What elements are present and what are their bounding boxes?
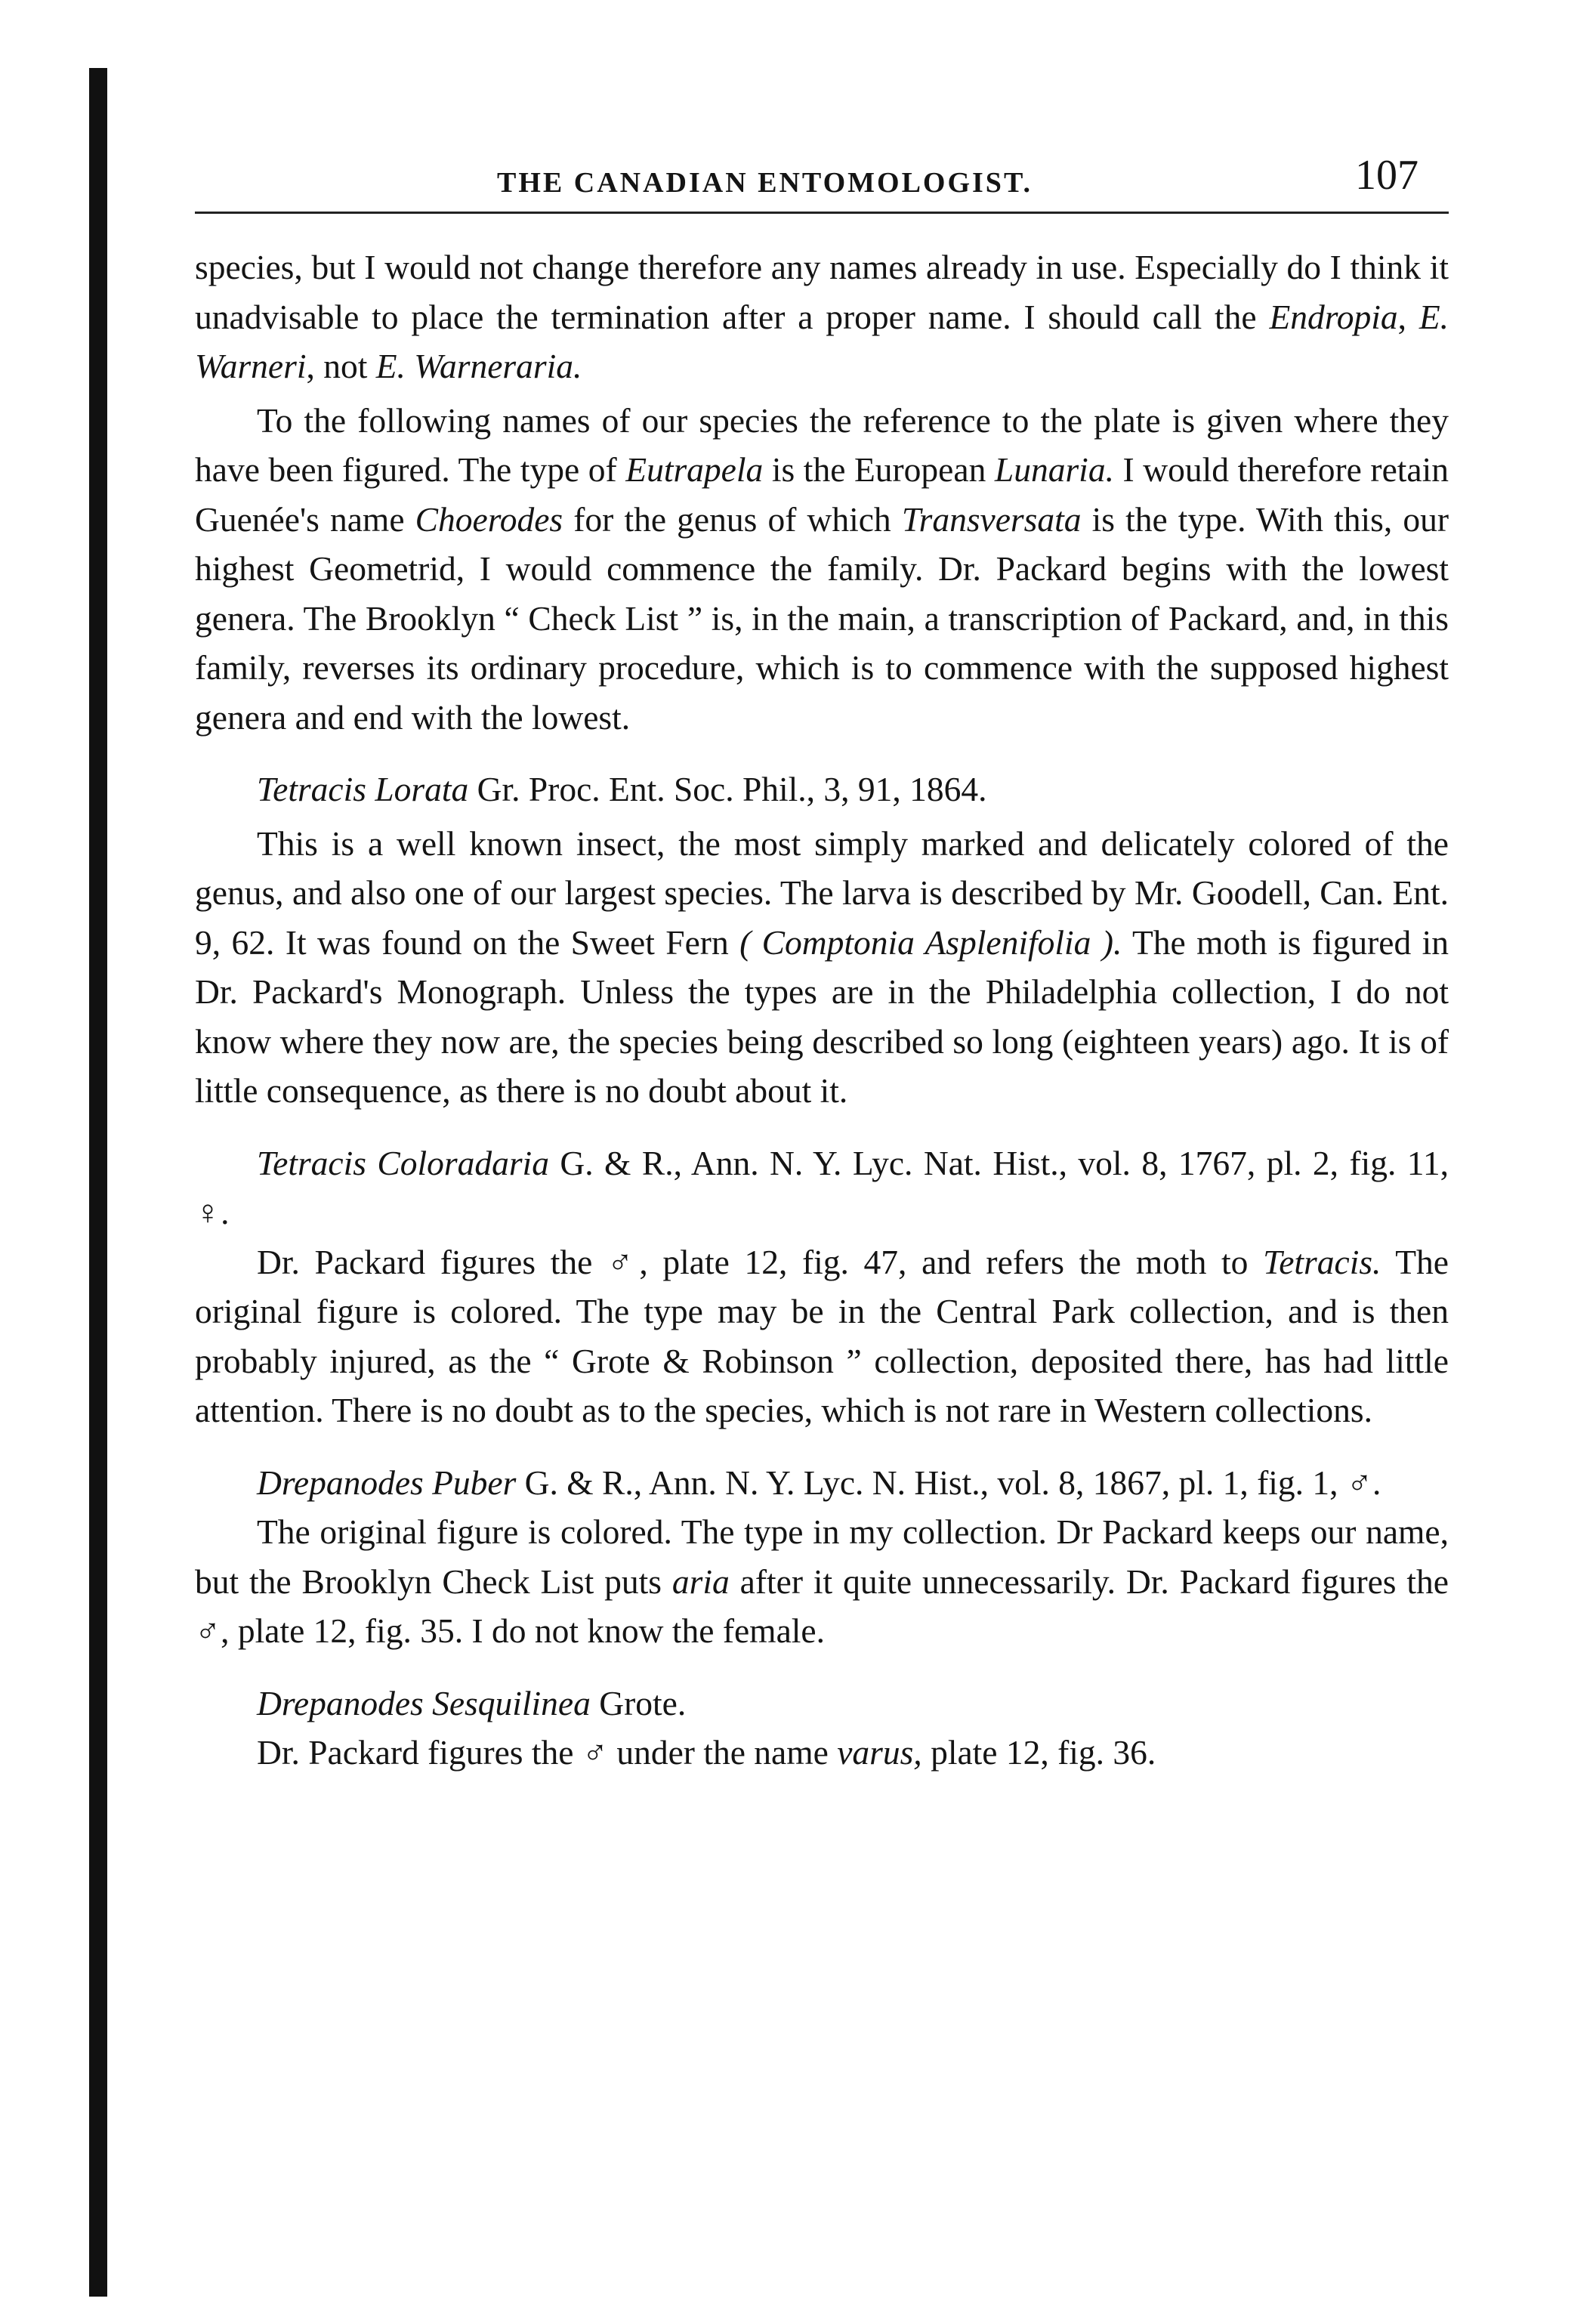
text-run: ( Comptonia Asplenifolia ).	[739, 922, 1122, 962]
text-run: The original figure is colored. The type in my collection. Dr Packard keeps our name, but the Brooklyn Check List puts	[195, 1512, 1449, 1601]
page-header	[195, 151, 1449, 214]
entry-heading-tetracis-lorata	[195, 765, 1449, 814]
text-run: is the European	[763, 450, 995, 489]
text-run: Drepanodes Puber	[257, 1463, 517, 1502]
text-run: E. Warneraria.	[375, 347, 582, 385]
text-run: Grote.	[590, 1683, 687, 1722]
text-run: E. Warneri	[195, 297, 1449, 385]
text-run: Endropia	[1269, 297, 1398, 336]
text-run: varus,	[837, 1733, 922, 1772]
text-run: Lunaria.	[994, 450, 1114, 489]
text-run: Tetracis Coloradaria	[257, 1143, 549, 1182]
text-run: To the following names of our species the reference to the plate is given where they have been figured. The type of	[195, 400, 1449, 489]
paragraph-1	[195, 243, 1449, 391]
text-run: ,	[1397, 297, 1419, 336]
text-run: Dr. Packard figures the ♂, plate 12, fig. 47, and refers the moth to	[257, 1242, 1264, 1281]
text-run: Drepanodes Sesquilinea	[257, 1683, 591, 1722]
entry-heading-tetracis-coloradaria	[195, 1138, 1449, 1237]
text-run: The moth is figured in Dr. Packard's Monograph. Unless the types are in the Philadelphia collection, I do not know where they now are, the species being described so long (eighteen years) ago. It is of little consequence, as there is no doubt about it.	[195, 922, 1449, 1110]
text-run: after it quite unnecessarily. Dr. Packard figures the ♂, plate 12, fig. 35. I do not know the female.	[195, 1562, 1449, 1650]
entry-heading-drepanodes-sesquilinea	[195, 1679, 1449, 1728]
text-run: Gr. Proc. Ent. Soc. Phil., 3, 91, 1864.	[468, 770, 987, 808]
entry-heading-drepanodes-puber	[195, 1458, 1449, 1508]
text-run: , not	[306, 347, 376, 385]
text-run: This is a well known insect, the most simply marked and delicately colored of the genus, and also one of our largest species. The larva is described by Mr. Goodell, Can. Ent. 9, 62. It was found on the Sweet Fern	[195, 823, 1449, 962]
text-run: Eutrapela	[625, 450, 764, 489]
paragraph-3	[195, 819, 1449, 1116]
paragraph-5	[195, 1507, 1449, 1656]
page-number: 107	[1355, 152, 1418, 199]
text-run: Choerodes	[415, 499, 563, 539]
text-run: for the genus of which	[563, 499, 902, 539]
text-run: Dr. Packard figures the ♂ under the name	[257, 1733, 838, 1772]
text-run: Tetracis.	[1263, 1242, 1381, 1281]
paragraph-4	[195, 1237, 1449, 1435]
text-run: plate 12, fig. 36.	[921, 1733, 1156, 1772]
text-run: aria	[671, 1562, 730, 1601]
text-run: is the type. With this, our highest Geometrid, I would commence the family. Dr. Packard begins with the lowest genera. The Brooklyn “ Check List ” is, in the main, a transcription of Packard, and, in this family, reverses its ordinary procedure, which is to commence with the supposed highest genera and end with the lowest.	[195, 499, 1449, 737]
text-run: G. & R., Ann. N. Y. Lyc. Nat. Hist., vol. 8, 1767, pl. 2, fig. 11, ♀.	[195, 1143, 1449, 1231]
text-run: species, but I would not change therefore any names already in use. Especially do I think it unadvisable to place the termination after a proper name. I should call the	[195, 248, 1449, 336]
paragraph-2	[195, 396, 1449, 743]
body-text	[195, 243, 1449, 1778]
text-run: Transversata	[901, 499, 1082, 539]
book-page	[195, 151, 1449, 1778]
text-run: I would therefore retain Guenée's name	[195, 450, 1449, 539]
text-run: G. & R., Ann. N. Y. Lyc. N. Hist., vol. 8, 1867, pl. 1, fig. 1, ♂.	[516, 1463, 1381, 1502]
text-run: The original figure is colored. The type may be in the Central Park collection, and is then probably injured, as the “ Grote & Robinson ” collection, deposited there, has had little attention. There is no doubt as to the species, which is not rare in Western collections.	[195, 1242, 1449, 1429]
scan-binding-edge	[89, 68, 107, 2297]
text-run: Tetracis Lorata	[257, 770, 469, 808]
running-title: THE CANADIAN ENTOMOLOGIST.	[497, 167, 1033, 199]
paragraph-6	[195, 1728, 1449, 1778]
